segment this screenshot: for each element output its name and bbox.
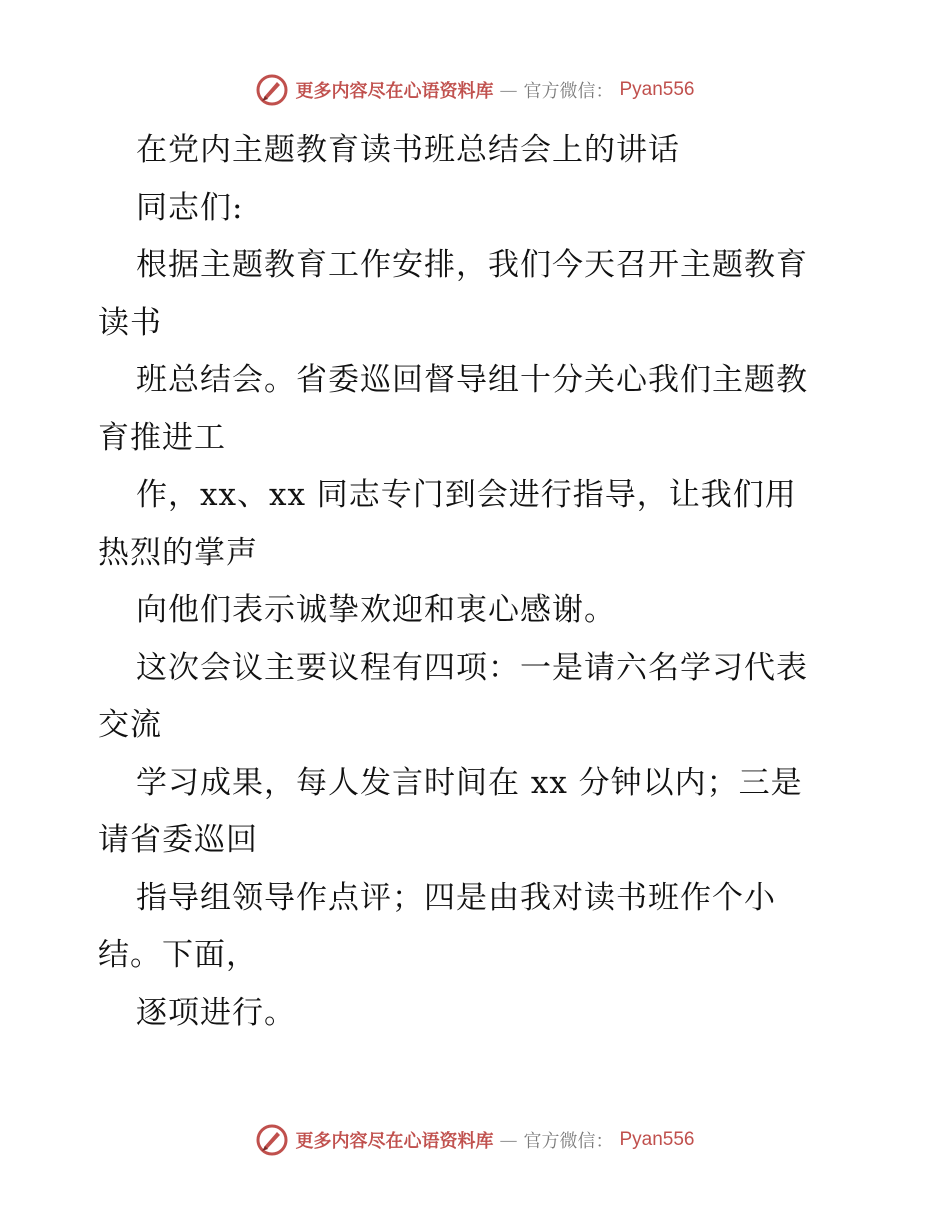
watermark-official-label: 官方微信：: [523, 1131, 614, 1152]
watermark-wechat-id: Pyan556: [619, 1129, 695, 1150]
text-line: 学习成果，每人发言时间在 xx 分钟以内；三是: [136, 764, 803, 801]
watermark-wechat-id: Pyan556: [619, 79, 695, 100]
header-watermark: [0, 70, 950, 110]
salutation: 同志们:: [136, 189, 244, 226]
text-line: 向他们表示诚挚欢迎和衷心感谢。: [136, 592, 616, 628]
text-line: 交流: [98, 707, 162, 743]
watermark-official-label: 官方微信：: [523, 81, 614, 102]
text-line: 这次会议主要议程有四项：一是请六名学习代表: [136, 649, 808, 686]
text-line: 热烈的掌声: [98, 534, 258, 571]
text-line: 作，xx、xx 同志专门到会进行指导，让我们用: [136, 477, 797, 513]
text-line: 根据主题教育工作安排，我们今天召开主题教育: [136, 247, 808, 283]
watermark-separator: —: [499, 79, 518, 101]
text-line: 指导组领导作点评；四是由我对读书班作个小: [136, 879, 776, 916]
text-line: 育推进工: [98, 419, 226, 456]
document-body: [98, 122, 858, 1042]
text-line: 逐项进行。: [136, 994, 296, 1031]
text-line: 读书: [98, 304, 162, 341]
text-line: 请省委巡回: [98, 822, 258, 858]
watermark-main-text: 更多内容尽在心语资料库: [295, 1131, 494, 1152]
text-line: 结。下面，: [98, 937, 258, 973]
text-line: 班总结会。省委巡回督导组十分关心我们主题教: [136, 362, 808, 398]
watermark-main-text: 更多内容尽在心语资料库: [295, 81, 494, 102]
quill-pen-logo-icon: [255, 1123, 289, 1157]
quill-pen-logo-icon: [255, 73, 289, 107]
document-title: 在党内主题教育读书班总结会上的讲话: [136, 132, 680, 168]
watermark-separator: —: [499, 1129, 518, 1151]
footer-watermark: [0, 1120, 950, 1160]
